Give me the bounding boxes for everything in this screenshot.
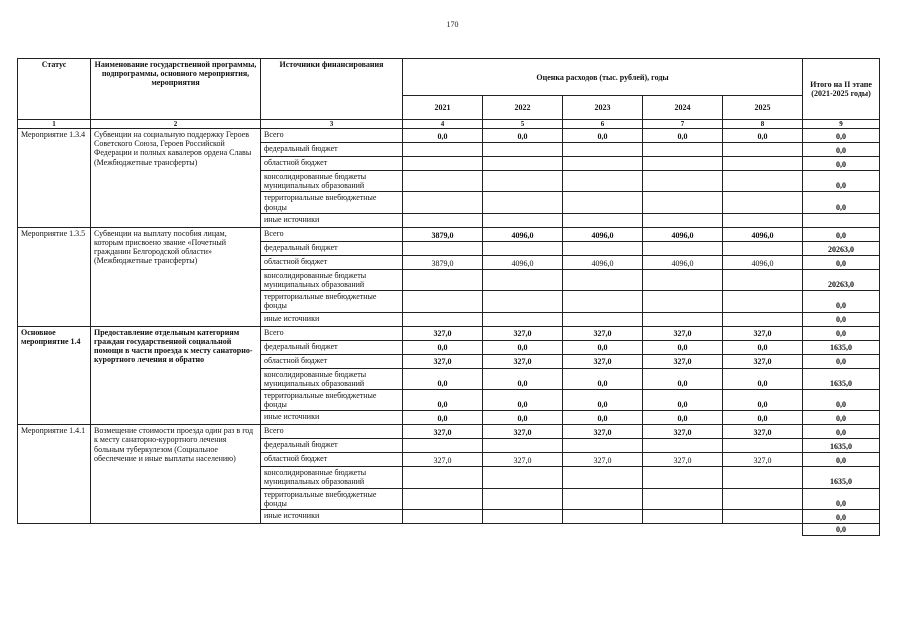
source-cell: территориальные внебюджетные фонды [261,488,403,509]
value-cell [563,439,643,453]
header-name: Наименование государственной программы, подпрограммы, основного мероприятия, мероприятия [91,59,261,120]
value-cell: 327,0 [643,354,723,368]
value-cell [403,192,483,213]
value-cell [483,143,563,157]
value-cell: 0,0 [723,389,803,410]
value-cell [723,291,803,312]
table-row [18,227,880,241]
value-cell [723,213,803,227]
value-cell [483,157,563,171]
total-cell: 0,0 [803,291,880,312]
source-cell: областной бюджет [261,255,403,269]
empty-cell [723,524,803,536]
value-cell: 0,0 [483,129,563,143]
value-cell [403,213,483,227]
value-cell [563,291,643,312]
column-number: 8 [723,120,803,129]
status-cell: Основное мероприятие 1.4 [18,326,91,425]
value-cell: 327,0 [563,326,643,340]
source-cell: федеральный бюджет [261,241,403,255]
value-cell [723,241,803,255]
value-cell: 0,0 [643,411,723,425]
header-year: 2023 [563,96,643,120]
value-cell [723,269,803,290]
value-cell [723,312,803,326]
value-cell: 0,0 [403,411,483,425]
source-cell: областной бюджет [261,354,403,368]
value-cell: 0,0 [563,129,643,143]
value-cell [483,213,563,227]
value-cell [403,467,483,488]
value-cell [403,312,483,326]
name-cell: Предоставление отдельным категориям граждан государственной социальной помощи в части проезда к месту санаторно-курортного лечения и обратно [91,326,261,425]
value-cell: 4096,0 [483,227,563,241]
value-cell: 327,0 [403,326,483,340]
source-cell: федеральный бюджет [261,340,403,354]
value-cell: 0,0 [563,340,643,354]
value-cell: 4096,0 [643,255,723,269]
value-cell [483,439,563,453]
source-cell: иные источники [261,510,403,524]
column-number: 1 [18,120,91,129]
column-number: 4 [403,120,483,129]
total-cell: 1635,0 [803,340,880,354]
value-cell [403,488,483,509]
source-cell: территориальные внебюджетные фонды [261,389,403,410]
source-cell: Всего [261,326,403,340]
empty-cell [91,524,261,536]
value-cell [723,510,803,524]
value-cell [723,143,803,157]
empty-cell [403,524,483,536]
value-cell [643,467,723,488]
value-cell: 4096,0 [483,255,563,269]
value-cell: 4096,0 [723,227,803,241]
value-cell: 0,0 [723,129,803,143]
value-cell [643,269,723,290]
value-cell [483,291,563,312]
value-cell [563,192,643,213]
source-cell: областной бюджет [261,157,403,171]
value-cell [563,269,643,290]
empty-cell [18,524,91,536]
total-cell: 0,0 [803,255,880,269]
value-cell: 4096,0 [563,255,643,269]
value-cell: 0,0 [403,129,483,143]
table-row [18,129,880,143]
total-cell: 0,0 [803,192,880,213]
empty-cell [643,524,723,536]
value-cell: 0,0 [563,368,643,389]
name-cell: Субвенции на выплату пособия лицам, которым присвоено звание «Почетный гражданин Белгородской области» (Межбюджетные трансферты) [91,227,261,326]
value-cell [403,439,483,453]
value-cell [403,157,483,171]
value-cell [483,171,563,192]
total-cell: 0,0 [803,143,880,157]
budget-table [17,58,880,536]
value-cell: 0,0 [483,411,563,425]
value-cell [643,157,723,171]
value-cell [483,241,563,255]
source-cell: территориальные внебюджетные фонды [261,291,403,312]
name-cell: Субвенции на социальную поддержку Героев Советского Союза, Героев Российской Федерации и полных кавалеров ордена Славы (Межбюджетные трансферты) [91,129,261,228]
column-number: 3 [261,120,403,129]
header-year: 2024 [643,96,723,120]
header-status: Статус [18,59,91,120]
source-cell: Всего [261,425,403,439]
total-cell: 0,0 [803,157,880,171]
value-cell [643,312,723,326]
total-cell: 0,0 [803,510,880,524]
value-cell: 0,0 [483,389,563,410]
column-number: 6 [563,120,643,129]
source-cell: консолидированные бюджеты муниципальных образований [261,368,403,389]
value-cell [643,439,723,453]
value-cell [483,467,563,488]
value-cell: 327,0 [483,354,563,368]
total-cell: 1635,0 [803,467,880,488]
table-row [18,326,880,340]
source-cell: иные источники [261,411,403,425]
value-cell [723,467,803,488]
value-cell: 0,0 [643,129,723,143]
value-cell [403,510,483,524]
value-cell: 3879,0 [403,255,483,269]
value-cell: 0,0 [723,411,803,425]
value-cell: 327,0 [723,326,803,340]
value-cell [643,171,723,192]
value-cell [483,269,563,290]
value-cell [643,192,723,213]
total-cell: 0,0 [803,312,880,326]
total-cell: 0,0 [803,425,880,439]
value-cell: 327,0 [723,453,803,467]
value-cell [403,143,483,157]
value-cell [723,192,803,213]
value-cell: 0,0 [643,389,723,410]
header-year: 2022 [483,96,563,120]
empty-cell [563,524,643,536]
value-cell: 327,0 [643,453,723,467]
source-cell: консолидированные бюджеты муниципальных образований [261,171,403,192]
total-cell: 0,0 [803,129,880,143]
value-cell: 4096,0 [563,227,643,241]
total-cell: 0,0 [803,453,880,467]
value-cell: 327,0 [403,425,483,439]
value-cell [483,488,563,509]
value-cell [483,312,563,326]
value-cell: 0,0 [403,340,483,354]
value-cell: 0,0 [563,389,643,410]
source-cell: территориальные внебюджетные фонды [261,192,403,213]
source-cell: консолидированные бюджеты муниципальных образований [261,467,403,488]
value-cell: 0,0 [723,368,803,389]
value-cell [643,510,723,524]
value-cell: 0,0 [723,340,803,354]
source-cell: федеральный бюджет [261,439,403,453]
value-cell [563,241,643,255]
total-cell: 1635,0 [803,368,880,389]
source-cell: федеральный бюджет [261,143,403,157]
column-number: 5 [483,120,563,129]
column-number: 9 [803,120,880,129]
header-year: 2021 [403,96,483,120]
total-cell: 20263,0 [803,241,880,255]
value-cell [723,171,803,192]
value-cell [403,171,483,192]
value-cell [563,467,643,488]
value-cell: 327,0 [403,354,483,368]
column-number: 7 [643,120,723,129]
value-cell: 0,0 [483,340,563,354]
total-cell: 0,0 [803,227,880,241]
value-cell [643,291,723,312]
total-cell: 20263,0 [803,269,880,290]
header-sources: Источники финансирования [261,59,403,120]
value-cell [723,157,803,171]
value-cell [483,510,563,524]
value-cell [643,213,723,227]
source-cell: Всего [261,227,403,241]
value-cell: 0,0 [403,389,483,410]
value-cell: 327,0 [563,453,643,467]
trailing-total-cell: 0,0 [803,524,880,536]
value-cell [563,488,643,509]
total-cell [803,213,880,227]
value-cell: 327,0 [483,453,563,467]
source-cell: консолидированные бюджеты муниципальных образований [261,269,403,290]
status-cell: Мероприятие 1.3.4 [18,129,91,228]
value-cell [563,143,643,157]
value-cell: 4096,0 [643,227,723,241]
total-cell: 0,0 [803,171,880,192]
total-cell: 0,0 [803,411,880,425]
source-cell: областной бюджет [261,453,403,467]
empty-cell [261,524,403,536]
header-year: 2025 [723,96,803,120]
value-cell: 0,0 [643,340,723,354]
value-cell [723,488,803,509]
value-cell [403,269,483,290]
value-cell: 327,0 [483,326,563,340]
value-cell [563,213,643,227]
value-cell [643,143,723,157]
total-cell: 1635,0 [803,439,880,453]
header-estimate: Оценка расходов (тыс. рублей), годы [403,59,803,96]
status-cell: Мероприятие 1.3.5 [18,227,91,326]
value-cell [563,312,643,326]
value-cell: 327,0 [563,425,643,439]
name-cell: Возмещение стоимости проезда один раз в год к месту санаторно-курортного лечения больным туберкулезом (Социальное обеспечение и иные выплаты населению) [91,425,261,524]
status-cell: Мероприятие 1.4.1 [18,425,91,524]
table-row [18,425,880,439]
value-cell: 327,0 [723,354,803,368]
value-cell: 327,0 [403,453,483,467]
value-cell [483,192,563,213]
value-cell [563,171,643,192]
value-cell: 0,0 [483,368,563,389]
value-cell [403,291,483,312]
empty-cell [483,524,563,536]
total-cell: 0,0 [803,354,880,368]
value-cell: 327,0 [643,326,723,340]
value-cell [563,157,643,171]
header-total: Итого на II этапе (2021-2025 годы) [803,59,880,120]
value-cell: 327,0 [483,425,563,439]
value-cell: 0,0 [403,368,483,389]
source-cell: иные источники [261,312,403,326]
value-cell: 327,0 [563,354,643,368]
value-cell: 0,0 [643,368,723,389]
source-cell: иные источники [261,213,403,227]
total-cell: 0,0 [803,326,880,340]
column-number: 2 [91,120,261,129]
value-cell: 327,0 [643,425,723,439]
total-cell: 0,0 [803,389,880,410]
value-cell [403,241,483,255]
page-number: 170 [446,20,459,29]
total-cell: 0,0 [803,488,880,509]
value-cell: 4096,0 [723,255,803,269]
value-cell [643,488,723,509]
value-cell [723,439,803,453]
value-cell: 3879,0 [403,227,483,241]
value-cell [643,241,723,255]
value-cell [563,510,643,524]
value-cell: 327,0 [723,425,803,439]
value-cell: 0,0 [563,411,643,425]
source-cell: Всего [261,129,403,143]
